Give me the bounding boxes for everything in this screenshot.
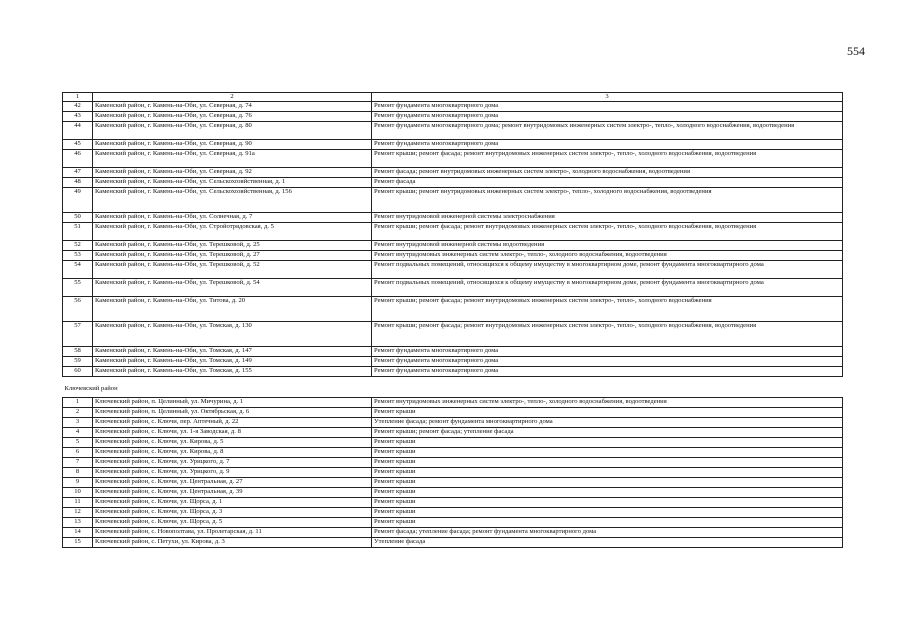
row-number: 58: [63, 347, 93, 357]
row-address: Каменский район, г. Камень-на-Оби, ул. Северная, д. 91а: [93, 150, 372, 168]
table-row: [63, 418, 843, 428]
row-address: Каменский район, г. Камень-на-Оби, ул. Титова, д. 20: [93, 297, 372, 322]
row-address: Каменский район, г. Камень-на-Оби, ул. Северная, д. 90: [93, 140, 372, 150]
row-address: Ключевский район, п. Целинный, ул. Октябрьская, д. 6: [93, 408, 372, 418]
row-number: 7: [63, 458, 93, 468]
row-address: Ключевский район, с. Ключи, ул. Урицкого, д. 7: [93, 458, 372, 468]
row-address: Каменский район, г. Камень-на-Оби, ул. Томская, д. 147: [93, 347, 372, 357]
row-work: Ремонт фасада; ремонт внутридомовых инженерных систем электро-, холодного водоснабжения, водоотведения: [372, 168, 843, 178]
row-address: Ключевский район, с. Ключи, ул. Урицкого, д. 9: [93, 468, 372, 478]
row-work: Ремонт фундамента многоквартирного дома: [372, 347, 843, 357]
row-address: Каменский район, г. Камень-на-Оби, ул. Северная, д. 92: [93, 168, 372, 178]
row-number: 55: [63, 279, 93, 297]
section-header-row: [63, 377, 843, 398]
row-address: Каменский район, г. Камень-на-Оби, ул. Сельскохозяйственная, д. 156: [93, 188, 372, 213]
row-work: Ремонт фасада: [372, 178, 843, 188]
table-row: [63, 357, 843, 367]
row-number: 57: [63, 322, 93, 347]
header-col-2: 2: [93, 93, 372, 102]
row-number: 51: [63, 223, 93, 241]
table-row: [63, 428, 843, 438]
table-row: [63, 178, 843, 188]
table-row: [63, 478, 843, 488]
row-number: 13: [63, 518, 93, 528]
table-row: [63, 488, 843, 498]
header-col-1: 1: [63, 93, 93, 102]
row-number: 56: [63, 297, 93, 322]
row-work: Ремонт внутридомовой инженерной системы электроснабжения: [372, 213, 843, 223]
page-number: 554: [847, 44, 865, 58]
row-address: Ключевский район, с. Ключи, пер. Аптечный, д. 22: [93, 418, 372, 428]
row-number: 6: [63, 448, 93, 458]
row-number: 14: [63, 528, 93, 538]
row-work: Ремонт фундамента многоквартирного дома: [372, 367, 843, 377]
row-number: 48: [63, 178, 93, 188]
row-number: 42: [63, 102, 93, 112]
row-work: Ремонт крыши: [372, 478, 843, 488]
table-row: [63, 112, 843, 122]
table-row: [63, 168, 843, 178]
table-row: [63, 188, 843, 213]
table-row: [63, 538, 843, 548]
row-number: 44: [63, 122, 93, 140]
row-address: Ключевский район, с. Ключи, ул. Щорса, д. 3: [93, 508, 372, 518]
row-work: Ремонт внутридомовых инженерных систем электро-, тепло-, холодного водоснабжения, водоотведения: [372, 398, 843, 408]
table-row: [63, 458, 843, 468]
table-row: [63, 498, 843, 508]
row-address: Каменский район, г. Камень-на-Оби, ул. Северная, д. 80: [93, 122, 372, 140]
table-row: [63, 261, 843, 279]
table-row: [63, 448, 843, 458]
table-row: [63, 398, 843, 408]
row-number: 53: [63, 251, 93, 261]
row-work: Ремонт крыши: [372, 488, 843, 498]
row-number: 45: [63, 140, 93, 150]
row-work: Ремонт фундамента многоквартирного дома: [372, 357, 843, 367]
table-body: [63, 93, 843, 548]
table-row: [63, 213, 843, 223]
row-number: 54: [63, 261, 93, 279]
row-number: 10: [63, 488, 93, 498]
table-row: [63, 102, 843, 112]
table-row: [63, 508, 843, 518]
row-work: Ремонт внутридомовых инженерных систем электро-, тепло-, холодного водоснабжения, водоотведения: [372, 251, 843, 261]
row-address: Ключевский район, с. Ключи, ул. Щорса, д. 1: [93, 498, 372, 508]
row-address: Каменский район, г. Камень-на-Оби, ул. Терешковой, д. 54: [93, 279, 372, 297]
table-row: [63, 279, 843, 297]
header-col-3: 3: [372, 93, 843, 102]
row-address: Ключевский район, с. Ключи, ул. Щорса, д. 5: [93, 518, 372, 528]
row-work: Ремонт фасада; утепление фасада; ремонт фундамента многоквартирного дома: [372, 528, 843, 538]
table-row: [63, 297, 843, 322]
row-number: 12: [63, 508, 93, 518]
row-number: 50: [63, 213, 93, 223]
row-number: 59: [63, 357, 93, 367]
table-row: [63, 150, 843, 168]
row-address: Ключевский район, с. Новополтава, ул. Пролетарская, д. 11: [93, 528, 372, 538]
row-work: Ремонт крыши: [372, 408, 843, 418]
row-work: Ремонт крыши; ремонт фасада; ремонт внутридомовых инженерных систем электро-, тепло-, холодного водоснабжения: [372, 297, 843, 322]
row-work: Ремонт крыши: [372, 458, 843, 468]
table-row: [63, 438, 843, 448]
row-address: Каменский район, г. Камень-на-Оби, ул. Сельскохозяйственная, д. 1: [93, 178, 372, 188]
row-work: Ремонт фундамента многоквартирного дома: [372, 112, 843, 122]
row-address: Ключевский район, с. Ключи, ул. Кирова, д. 5: [93, 438, 372, 448]
row-number: 52: [63, 241, 93, 251]
row-address: Каменский район, г. Камень-на-Оби, ул. Солнечная, д. 7: [93, 213, 372, 223]
table-row: [63, 223, 843, 241]
row-work: Ремонт крыши: [372, 498, 843, 508]
row-work: Ремонт фундамента многоквартирного дома: [372, 102, 843, 112]
row-work: Ремонт крыши: [372, 448, 843, 458]
repair-table: [62, 92, 843, 548]
row-work: Ремонт крыши: [372, 518, 843, 528]
row-work: Ремонт крыши; ремонт внутридомовых инженерных систем электро-, тепло-, холодного водоснабжения, водоотведения: [372, 188, 843, 213]
table-row: [63, 518, 843, 528]
table-header-row: [63, 93, 843, 102]
table-row: [63, 241, 843, 251]
row-address: Ключевский район, с. Ключи, ул. Кирова, д. 8: [93, 448, 372, 458]
row-address: Каменский район, г. Камень-на-Оби, ул. Терешковой, д. 27: [93, 251, 372, 261]
row-work: Ремонт крыши; ремонт фасада; ремонт внутридомовых инженерных систем электро-, тепло-, холодного водоснабжения, водоотведения: [372, 150, 843, 168]
row-address: Каменский район, г. Камень-на-Оби, ул. Томская, д. 149: [93, 357, 372, 367]
table-row: [63, 367, 843, 377]
table-row: [63, 251, 843, 261]
row-work: Ремонт крыши: [372, 468, 843, 478]
row-number: 47: [63, 168, 93, 178]
row-work: Ремонт крыши; ремонт фасада; ремонт внутридомовых инженерных систем электро-, тепло-, холодного водоснабжения, водоотведения: [372, 322, 843, 347]
row-work: Ремонт фундамента многоквартирного дома: [372, 140, 843, 150]
row-work: Ремонт крыши: [372, 438, 843, 448]
row-work: Ремонт подвальных помещений, относящихся к общему имуществу в многоквартирном доме, ремонт фундамента многоквартирного дома: [372, 261, 843, 279]
section-label: Ключевский район: [64, 385, 118, 392]
row-number: 8: [63, 468, 93, 478]
row-work: Ремонт крыши: [372, 508, 843, 518]
row-work: Ремонт подвальных помещений, относящихся к общему имуществу в многоквартирном доме, ремонт фундамента многоквартирного дома: [372, 279, 843, 297]
row-address: Каменский район, г. Камень-на-Оби, ул. Северная, д. 76: [93, 112, 372, 122]
table-row: [63, 528, 843, 538]
row-address: Каменский район, г. Камень-на-Оби, ул. Томская, д. 155: [93, 367, 372, 377]
table-row: [63, 408, 843, 418]
row-number: 1: [63, 398, 93, 408]
row-number: 15: [63, 538, 93, 548]
row-number: 3: [63, 418, 93, 428]
table-row: [63, 468, 843, 478]
row-number: 60: [63, 367, 93, 377]
row-address: Каменский район, г. Камень-на-Оби, ул. Северная, д. 74: [93, 102, 372, 112]
row-work: Утепление фасада; ремонт фундамента многоквартирного дома: [372, 418, 843, 428]
row-work: Ремонт внутридомовой инженерной системы водоотведения: [372, 241, 843, 251]
row-address: Ключевский район, п. Целинный, ул. Мичурина, д. 1: [93, 398, 372, 408]
row-address: Ключевский район, с. Ключи, ул. Центральная, д. 39: [93, 488, 372, 498]
table-row: [63, 122, 843, 140]
row-number: 49: [63, 188, 93, 213]
row-number: 5: [63, 438, 93, 448]
row-work: Утепление фасада: [372, 538, 843, 548]
row-number: 4: [63, 428, 93, 438]
row-address: Каменский район, г. Камень-на-Оби, ул. Терешковой, д. 25: [93, 241, 372, 251]
table-row: [63, 347, 843, 357]
row-address: Каменский район, г. Камень-на-Оби, ул. Томская, д. 130: [93, 322, 372, 347]
row-work: Ремонт фундамента многоквартирного дома; ремонт внутридомовых инженерных систем электро-, тепло-, холодного водоснабжения, водоотведения: [372, 122, 843, 140]
row-address: Каменский район, г. Камень-на-Оби, ул. Стройотрядовская, д. 5: [93, 223, 372, 241]
row-address: Ключевский район, с. Ключи, ул. 1-я Заводская, д. 8: [93, 428, 372, 438]
row-number: 2: [63, 408, 93, 418]
row-work: Ремонт крыши; ремонт фасада; утепление фасада: [372, 428, 843, 438]
row-number: 11: [63, 498, 93, 508]
row-address: Каменский район, г. Камень-на-Оби, ул. Терешковой, д. 52: [93, 261, 372, 279]
row-number: 9: [63, 478, 93, 488]
row-number: 46: [63, 150, 93, 168]
row-address: Ключевский район, с. Ключи, ул. Центральная, д. 27: [93, 478, 372, 488]
row-number: 43: [63, 112, 93, 122]
row-work: Ремонт крыши; ремонт фасада; ремонт внутридомовых инженерных систем электро-, тепло-, холодного водоснабжения, водоотведения: [372, 223, 843, 241]
table-row: [63, 140, 843, 150]
table-row: [63, 322, 843, 347]
row-address: Ключевский район, с. Петухи, ул. Кирова, д. 3: [93, 538, 372, 548]
